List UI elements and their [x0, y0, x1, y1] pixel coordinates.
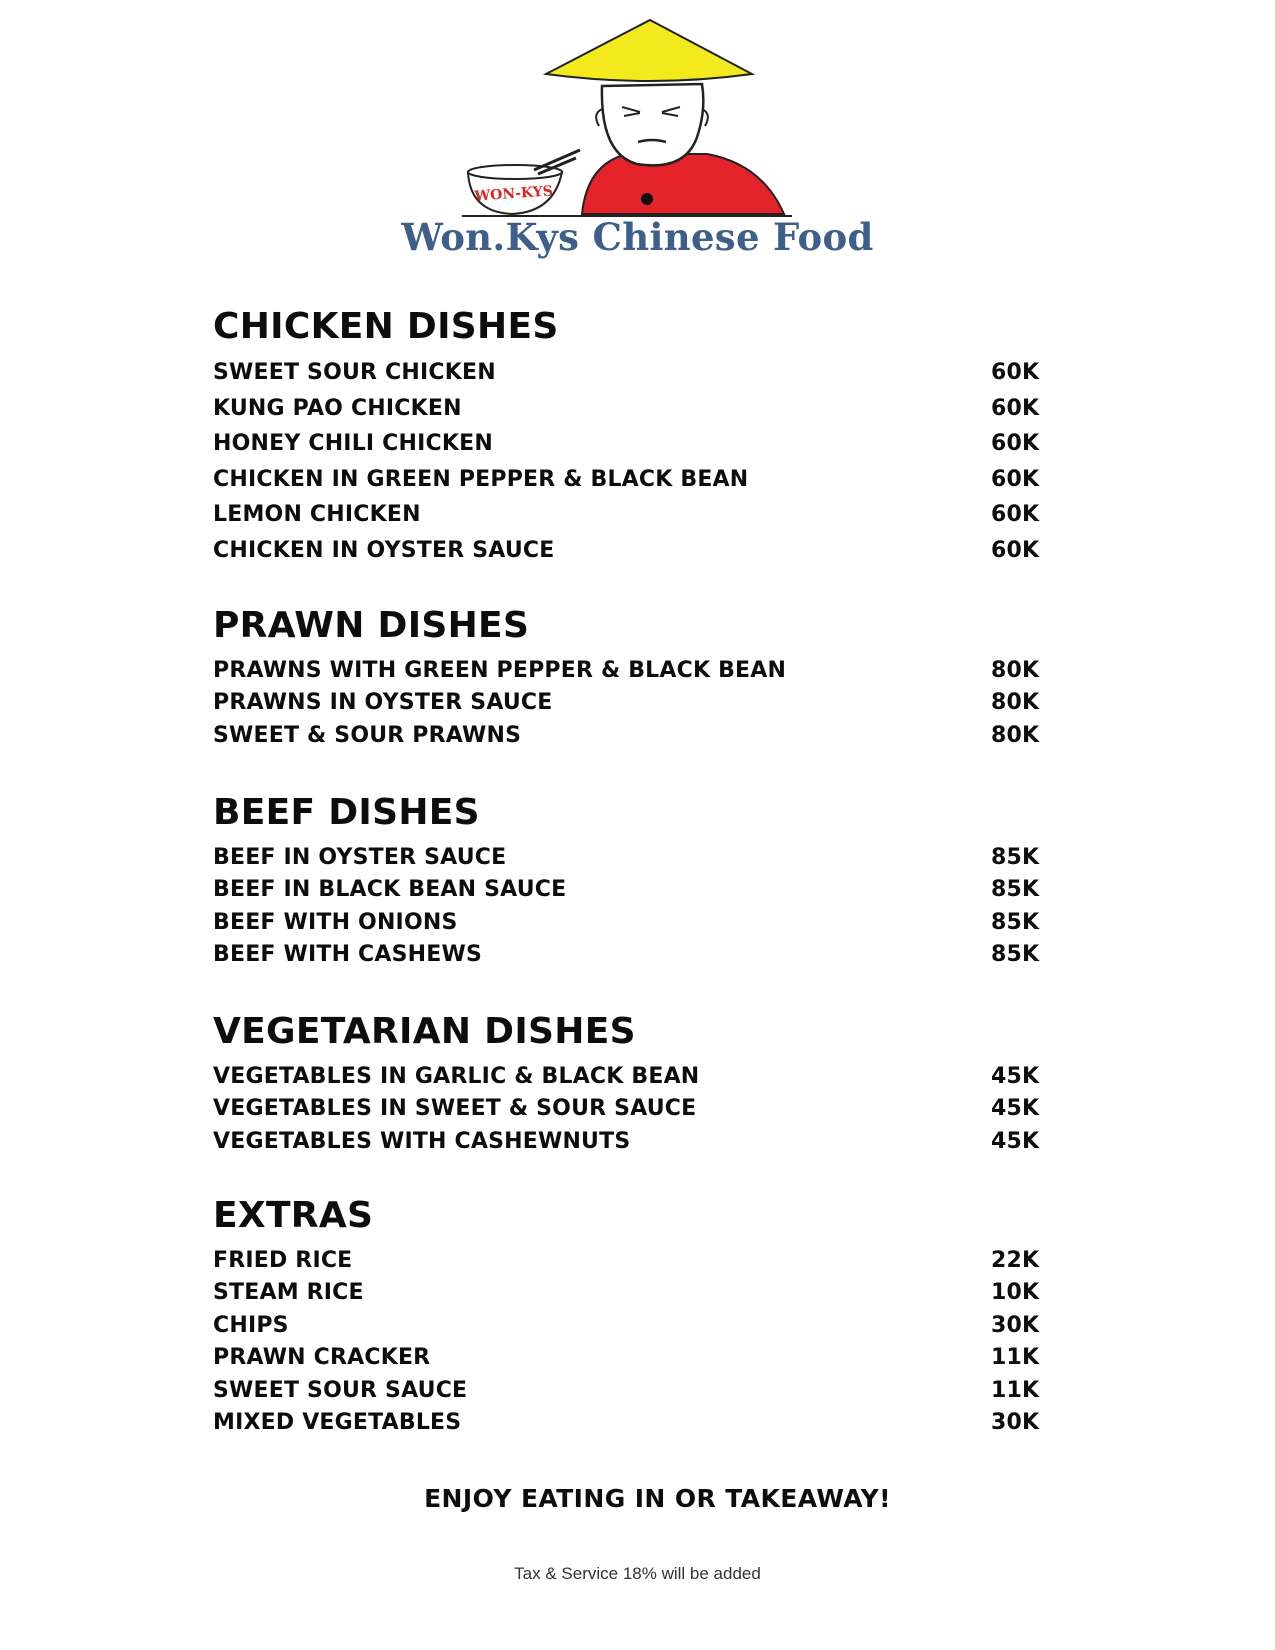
- item-name: CHIPS: [213, 1312, 289, 1338]
- item-name: STEAM RICE: [213, 1280, 364, 1306]
- menu-item: [213, 391, 1053, 427]
- item-name: BEEF IN OYSTER SAUCE: [213, 844, 507, 870]
- menu-item: [213, 1244, 1053, 1277]
- menu-item: [213, 1342, 1053, 1375]
- item-price: 85K: [991, 844, 1040, 870]
- item-name: VEGETABLES IN GARLIC & BLACK BEAN: [213, 1063, 700, 1089]
- item-name: BEEF WITH CASHEWS: [213, 942, 483, 968]
- item-price: 22K: [991, 1247, 1040, 1273]
- item-name: VEGETABLES WITH CASHEWNUTS: [213, 1128, 631, 1154]
- menu-item: [213, 1374, 1053, 1407]
- item-price: 60K: [991, 431, 1040, 457]
- menu-item: [213, 654, 1053, 687]
- item-name: SWEET SOUR CHICKEN: [213, 360, 496, 386]
- menu-item: [213, 874, 1053, 907]
- item-name: PRAWN CRACKER: [213, 1345, 431, 1371]
- item-price: 45K: [991, 1128, 1040, 1154]
- menu-item: [213, 939, 1053, 972]
- menu-item: [213, 719, 1053, 752]
- menu-item: [213, 1093, 1053, 1126]
- section-title: BEEF DISHES: [213, 792, 480, 833]
- item-price: 30K: [991, 1410, 1040, 1436]
- item-price: 80K: [991, 690, 1040, 716]
- menu-item: [213, 687, 1053, 720]
- item-name: BEEF WITH ONIONS: [213, 909, 458, 935]
- menu-item: [213, 1125, 1053, 1158]
- item-price: 80K: [991, 657, 1040, 683]
- item-name: SWEET SOUR SAUCE: [213, 1377, 468, 1403]
- item-price: 45K: [991, 1096, 1040, 1122]
- menu-item: [213, 1277, 1053, 1310]
- menu-section-chicken: [213, 307, 1053, 568]
- item-price: 60K: [991, 360, 1040, 386]
- menu-item: [213, 355, 1053, 391]
- item-price: 60K: [991, 466, 1040, 492]
- item-name: PRAWNS IN OYSTER SAUCE: [213, 690, 553, 716]
- item-name: KUNG PAO CHICKEN: [213, 395, 462, 421]
- restaurant-name: Won.Kys Chinese Food: [401, 215, 874, 259]
- menu-item: [213, 426, 1053, 462]
- section-title: VEGETARIAN DISHES: [213, 1011, 636, 1052]
- item-price: 60K: [991, 395, 1040, 421]
- item-name: HONEY CHILI CHICKEN: [213, 431, 493, 457]
- item-name: CHICKEN IN OYSTER SAUCE: [213, 537, 555, 563]
- item-price: 80K: [991, 722, 1040, 748]
- item-price: 10K: [991, 1280, 1040, 1306]
- menu-item: [213, 1060, 1053, 1093]
- item-name: VEGETABLES IN SWEET & SOUR SAUCE: [213, 1096, 697, 1122]
- menu-item: [213, 906, 1053, 939]
- item-price: 30K: [991, 1312, 1040, 1338]
- item-name: SWEET & SOUR PRAWNS: [213, 722, 522, 748]
- item-price: 85K: [991, 909, 1040, 935]
- face-shape: [602, 84, 703, 165]
- item-price: 85K: [991, 942, 1040, 968]
- item-name: LEMON CHICKEN: [213, 502, 421, 528]
- restaurant-logo: [462, 14, 812, 228]
- item-price: 11K: [991, 1345, 1040, 1371]
- item-price: 60K: [991, 502, 1040, 528]
- menu-item: [213, 841, 1053, 874]
- section-title: EXTRAS: [213, 1195, 374, 1236]
- item-price: 11K: [991, 1377, 1040, 1403]
- item-name: BEEF IN BLACK BEAN SAUCE: [213, 877, 567, 903]
- item-price: 85K: [991, 877, 1040, 903]
- menu-item: [213, 1407, 1053, 1440]
- item-name: PRAWNS WITH GREEN PEPPER & BLACK BEAN: [213, 657, 787, 683]
- menu-section-vegetarian: [213, 1012, 1053, 1158]
- shirt-shape: [582, 154, 784, 214]
- item-name: CHICKEN IN GREEN PEPPER & BLACK BEAN: [213, 466, 749, 492]
- hat-shape: [546, 20, 752, 81]
- item-price: 45K: [991, 1063, 1040, 1089]
- tax-footnote: Tax & Service 18% will be added: [514, 1564, 761, 1583]
- item-price: 60K: [991, 537, 1040, 563]
- menu-section-beef: [213, 793, 1053, 971]
- menu-item: [213, 497, 1053, 533]
- menu-section-prawn: [213, 606, 1053, 752]
- section-title: PRAWN DISHES: [213, 605, 530, 646]
- menu-section-extras: [213, 1196, 1053, 1439]
- menu-item: [213, 533, 1053, 569]
- tagline: ENJOY EATING IN OR TAKEAWAY!: [424, 1484, 891, 1513]
- menu-item: [213, 462, 1053, 498]
- bowl-logo-text: WON-KYS: [474, 183, 554, 205]
- section-title: CHICKEN DISHES: [213, 306, 559, 347]
- shirt-button: [641, 193, 653, 205]
- item-name: MIXED VEGETABLES: [213, 1410, 462, 1436]
- item-name: FRIED RICE: [213, 1247, 353, 1273]
- menu-item: [213, 1309, 1053, 1342]
